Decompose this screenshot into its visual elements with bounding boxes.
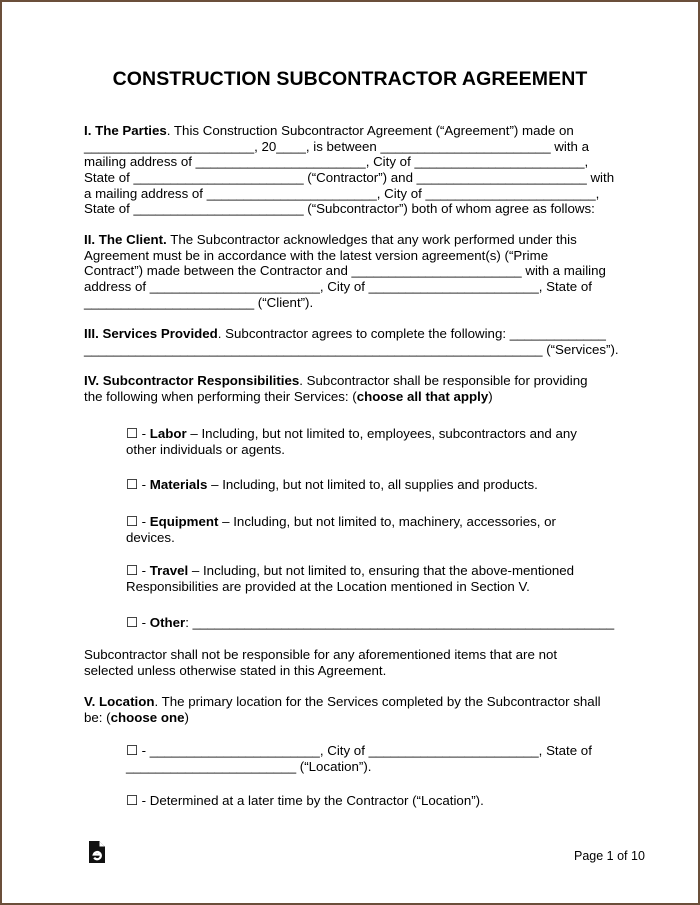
page-number: Page 1 of 10 [574,849,645,863]
option-text: – Including, but not limited to, all supplies and products. [207,477,538,492]
client-line: Contract”) made between the Contractor and _______________________ with a mailing [84,263,606,279]
checkbox-travel[interactable]: ☐ [126,563,138,578]
option-text: – Including, but not limited to, ensuring that the above-mentioned [188,563,575,578]
section-client [84,232,624,310]
option-dash: - [137,514,150,529]
option-dash: - [137,426,150,441]
checkbox-materials[interactable]: ☐ [126,477,138,492]
responsibilities-line: the following when performing their Services: ( [84,388,357,404]
option-label: Materials [149,477,208,492]
responsibilities-heading: IV. Subcontractor Responsibilities [84,373,300,388]
services-line: . Subcontractor agrees to complete the following: _____________ [217,326,606,341]
responsibilities-line: . Subcontractor shall be responsible for providing [299,373,588,388]
location-line: be: ( [84,709,111,725]
document-title: CONSTRUCTION SUBCONTRACTOR AGREEMENT [112,68,588,90]
choose-all-instruction: choose all that apply [356,388,489,404]
location-line: . The primary location for the Services completed by the Subcontractor shall [154,694,601,709]
option-text: : _________________________________________________________ [185,615,615,630]
closing-line: Subcontractor shall not be responsible for any aforementioned items that are not [84,647,558,662]
section-parties [84,123,624,217]
parties-line: _______________________, 20____, is between _______________________ with a [84,138,590,154]
section-location [84,694,624,725]
option-label: Travel [149,563,189,578]
option-text: – Including, but not limited to, employees, subcontractors and any [186,426,577,441]
option-dash: - [137,477,150,492]
client-line: Agreement must be in accordance with the latest version agreement(s) (“Prime [84,247,549,263]
checkbox-other[interactable]: ☐ [126,615,138,630]
section-responsibilities [84,373,624,404]
responsibilities-closing [84,647,624,678]
option-label: Labor [149,426,187,441]
option-dash: - [137,615,150,630]
option-other [126,615,624,631]
client-heading: II. The Client. [84,232,167,247]
parties-heading: I. The Parties [84,123,167,138]
location-option-line: _______________________ (“Location”). [126,758,372,774]
parties-line: State of _______________________ (“Subcontractor”) both of whom agree as follows: [84,201,595,217]
option-equipment [126,514,624,545]
option-text: – Including, but not limited to, machinery, accessories, or [218,514,556,529]
client-line: address of _______________________, City of _______________________, State of [84,279,592,295]
parties-line: . This Construction Subcontractor Agreement (“Agreement”) made on [166,123,574,138]
location-heading: V. Location [84,694,155,709]
client-line: The Subcontractor acknowledges that any work performed under this [166,232,577,247]
location-option-later[interactable] [126,793,624,809]
option-label: Other [149,615,186,630]
checkbox-equipment[interactable]: ☐ [126,514,138,529]
option-label: Equipment [149,514,219,529]
parties-line: mailing address of _______________________, City of _______________________, [84,154,589,170]
document-e-logo-icon [88,840,106,864]
option-dash: - [137,563,150,578]
section-services [84,326,624,357]
parties-line: a mailing address of _______________________, City of _______________________, [84,185,600,201]
choose-one-instruction: choose one [110,709,185,725]
services-heading: III. Services Provided [84,326,218,341]
option-labor [126,426,624,457]
option-materials [126,477,624,493]
closing-line: selected unless otherwise stated in this Agreement. [84,662,387,678]
location-option-line: ☐ - Determined at a later time by the Contractor (“Location”). [126,793,484,808]
client-line: _______________________ (“Client”). [84,294,314,310]
responsibilities-line: ) [488,388,493,404]
option-text: other individuals or agents. [126,441,285,457]
option-text: devices. [126,529,175,545]
checkbox-labor[interactable]: ☐ [126,426,138,441]
location-option-address[interactable] [126,743,624,774]
services-line: ______________________________________________________________ (“Services”). [84,341,619,357]
option-text: Responsibilities are provided at the Location mentioned in Section V. [126,578,530,594]
location-line: ) [184,709,189,725]
option-travel [126,563,624,594]
parties-line: State of _______________________ (“Contractor”) and _______________________ with [84,170,615,186]
location-option-line: ☐ - _______________________, City of _______________________, State of [126,743,592,758]
document-page [2,2,698,903]
